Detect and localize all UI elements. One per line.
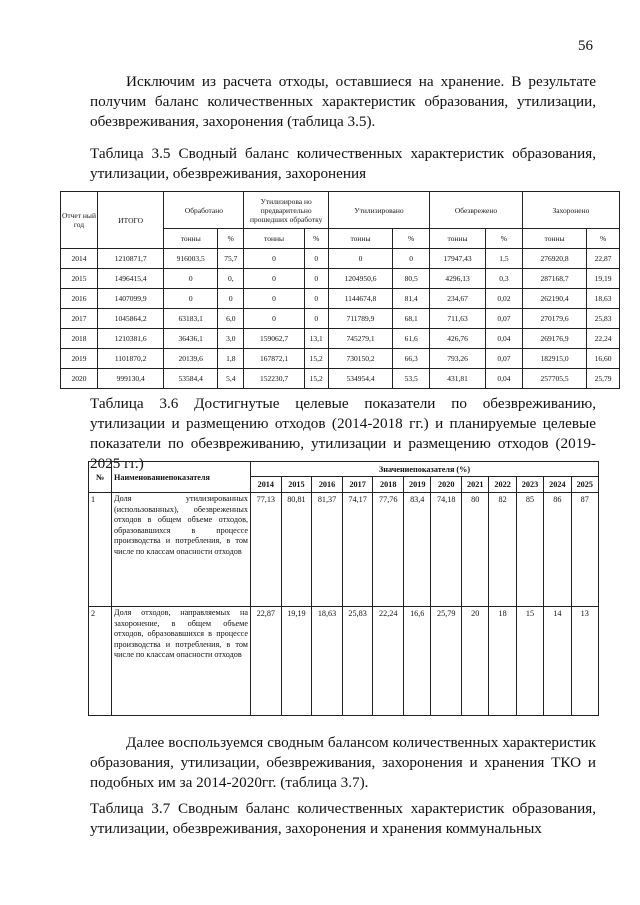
- row-number: 1: [89, 493, 112, 607]
- value-cell: 0: [328, 249, 392, 269]
- table-row: [89, 607, 599, 716]
- table-header-row: [61, 192, 620, 229]
- header-utilized: Утилизировано: [328, 192, 429, 229]
- value-cell: 82: [489, 493, 516, 607]
- intro-paragraph: Исключим из расчета отходы, оставшиеся на хранение. В результате получим баланс количественных характеристик образования, утилизации, обезвреживания, захоронения (таблица 3.5).: [90, 73, 596, 130]
- table-row: [61, 289, 620, 309]
- value-cell: 0,02: [485, 289, 522, 309]
- value-cell: 22,24: [373, 607, 404, 716]
- value-cell: 18,63: [312, 607, 343, 716]
- subheader-tons: тонны: [430, 229, 486, 249]
- year-header-cell: 2014: [251, 477, 282, 493]
- value-cell: 711,63: [430, 309, 486, 329]
- value-cell: 14: [544, 607, 571, 716]
- value-cell: 19,19: [587, 269, 620, 289]
- table-row: [61, 269, 620, 289]
- year-header-cell: 2019: [404, 477, 431, 493]
- value-cell: 916003,5: [164, 249, 218, 269]
- value-cell: 167872,1: [244, 349, 304, 369]
- subheader-pct: %: [485, 229, 522, 249]
- value-cell: 287168,7: [522, 269, 586, 289]
- value-cell: 1204950,6: [328, 269, 392, 289]
- value-cell: 25,83: [587, 309, 620, 329]
- value-cell: 1496415,4: [97, 269, 163, 289]
- value-cell: 152230,7: [244, 369, 304, 389]
- value-cell: 25,83: [342, 607, 373, 716]
- value-cell: 15,2: [304, 369, 328, 389]
- value-cell: 276920,8: [522, 249, 586, 269]
- value-cell: 68,1: [393, 309, 430, 329]
- table-row: [61, 329, 620, 349]
- table-row: [61, 249, 620, 269]
- indicator-name: Доля отходов, направляемых на захоронение, в общем объеме отходов, образовавшихся в процессе производства и потребления, в том числе по классам опасности отходов: [112, 607, 251, 716]
- value-cell: 0,04: [485, 369, 522, 389]
- table-3-5-body: [61, 249, 620, 389]
- year-cell: 2016: [61, 289, 98, 309]
- year-header-cell: 2021: [462, 477, 489, 493]
- table-header-row: [89, 462, 599, 477]
- subheader-pct: %: [304, 229, 328, 249]
- value-cell: 22,87: [587, 249, 620, 269]
- value-cell: 85: [516, 493, 543, 607]
- header-buried: Захоронено: [522, 192, 619, 229]
- value-cell: 80: [462, 493, 489, 607]
- value-cell: 159062,7: [244, 329, 304, 349]
- year-header-cell: 2025: [571, 477, 598, 493]
- table-row: [61, 369, 620, 389]
- value-cell: 18: [489, 607, 516, 716]
- value-cell: 0: [244, 249, 304, 269]
- value-cell: 81,37: [312, 493, 343, 607]
- value-cell: 999130,4: [97, 369, 163, 389]
- value-cell: 182915,0: [522, 349, 586, 369]
- indicator-name: Доля утилизированных (использованных), обезвреженных отходов в общем объеме отходов, образовавшихся в процессе производства и потребления, в том числе по классам опасности отходов: [112, 493, 251, 607]
- value-cell: 25,79: [587, 369, 620, 389]
- year-cell: 2014: [61, 249, 98, 269]
- value-cell: 0: [304, 269, 328, 289]
- value-cell: 20139,6: [164, 349, 218, 369]
- value-cell: 431,81: [430, 369, 486, 389]
- value-cell: 0: [244, 289, 304, 309]
- value-cell: 269176,9: [522, 329, 586, 349]
- value-cell: 22,87: [251, 607, 282, 716]
- closing-paragraph: Далее воспользуемся сводным балансом количественных характеристик образования, утилизации, обезвреживания, захоронения и хранения ТКО и подобных им за 2014-2020гг. (таблица 3.7).: [90, 734, 596, 791]
- subheader-tons: тонны: [522, 229, 586, 249]
- value-cell: 270179,6: [522, 309, 586, 329]
- value-cell: 80,5: [393, 269, 430, 289]
- table-3-7-caption: Таблица 3.7 Сводным баланс количественных характеристик образования, утилизации, обезвреживания, захоронения и хранения коммунальных: [90, 800, 596, 837]
- value-cell: 534954,4: [328, 369, 392, 389]
- subheader-tons: тонны: [328, 229, 392, 249]
- value-cell: 5,4: [218, 369, 244, 389]
- value-cell: 18,63: [587, 289, 620, 309]
- subheader-pct: %: [218, 229, 244, 249]
- year-header-cell: 2016: [312, 477, 343, 493]
- value-cell: 22,24: [587, 329, 620, 349]
- value-cell: 53584,4: [164, 369, 218, 389]
- value-cell: 3,0: [218, 329, 244, 349]
- value-cell: 15,2: [304, 349, 328, 369]
- page-number: 56: [578, 38, 593, 54]
- value-cell: 730150,2: [328, 349, 392, 369]
- value-cell: 25,79: [431, 607, 462, 716]
- value-cell: 61,6: [393, 329, 430, 349]
- value-cell: 0: [244, 309, 304, 329]
- table-3-6-body: [89, 493, 599, 716]
- value-cell: 0: [244, 269, 304, 289]
- value-cell: 0,3: [485, 269, 522, 289]
- value-cell: 0: [304, 309, 328, 329]
- value-cell: 1210381,6: [97, 329, 163, 349]
- value-cell: 234,67: [430, 289, 486, 309]
- value-cell: 16,60: [587, 349, 620, 369]
- value-cell: 87: [571, 493, 598, 607]
- value-cell: 20: [462, 607, 489, 716]
- value-cell: 77,13: [251, 493, 282, 607]
- value-cell: 1,5: [485, 249, 522, 269]
- value-cell: 81,4: [393, 289, 430, 309]
- value-cell: 0: [393, 249, 430, 269]
- value-cell: 0: [164, 289, 218, 309]
- year-cell: 2020: [61, 369, 98, 389]
- value-cell: 1045864,2: [97, 309, 163, 329]
- header-indicator-value: Значениепоказателя (%): [251, 462, 599, 477]
- subheader-tons: тонны: [164, 229, 218, 249]
- value-cell: 1407099,9: [97, 289, 163, 309]
- value-cell: 83,4: [404, 493, 431, 607]
- subheader-pct: %: [393, 229, 430, 249]
- header-processed: Обработано: [164, 192, 244, 229]
- value-cell: 6,0: [218, 309, 244, 329]
- value-cell: 426,76: [430, 329, 486, 349]
- year-header-cell: 2020: [431, 477, 462, 493]
- value-cell: 19,19: [281, 607, 312, 716]
- value-cell: 1144674,8: [328, 289, 392, 309]
- year-header-cell: 2015: [281, 477, 312, 493]
- table-3-5-caption: Таблица 3.5 Сводный баланс количественных характеристик образования, утилизации, обезвреживания, захоронения: [90, 145, 596, 182]
- value-cell: 745279,1: [328, 329, 392, 349]
- value-cell: 13: [571, 607, 598, 716]
- year-header-cell: 2024: [544, 477, 571, 493]
- value-cell: 74,17: [342, 493, 373, 607]
- table-row: [89, 493, 599, 607]
- header-number: №: [89, 462, 112, 493]
- value-cell: 0: [304, 289, 328, 309]
- year-header-cell: 2017: [342, 477, 373, 493]
- value-cell: 77,76: [373, 493, 404, 607]
- value-cell: 0,07: [485, 349, 522, 369]
- value-cell: 17947,43: [430, 249, 486, 269]
- value-cell: 0,04: [485, 329, 522, 349]
- year-header-cell: 2022: [489, 477, 516, 493]
- year-header-cell: 2023: [516, 477, 543, 493]
- value-cell: 53,5: [393, 369, 430, 389]
- value-cell: 15: [516, 607, 543, 716]
- year-cell: 2018: [61, 329, 98, 349]
- value-cell: 80,81: [281, 493, 312, 607]
- value-cell: 16,6: [404, 607, 431, 716]
- header-year: Отчет ный год: [61, 192, 98, 249]
- value-cell: 793,26: [430, 349, 486, 369]
- value-cell: 86: [544, 493, 571, 607]
- value-cell: 1101870,2: [97, 349, 163, 369]
- header-pre-utilized: Утилизирова но предварительно прошедших обработку: [244, 192, 328, 229]
- value-cell: 4296,13: [430, 269, 486, 289]
- value-cell: 75,7: [218, 249, 244, 269]
- value-cell: 74,18: [431, 493, 462, 607]
- value-cell: 0: [218, 289, 244, 309]
- value-cell: 13,1: [304, 329, 328, 349]
- value-cell: 0,: [218, 269, 244, 289]
- year-cell: 2019: [61, 349, 98, 369]
- subheader-tons: тонны: [244, 229, 304, 249]
- value-cell: 36436,1: [164, 329, 218, 349]
- year-cell: 2017: [61, 309, 98, 329]
- value-cell: 711789,9: [328, 309, 392, 329]
- year-header-cell: 2018: [373, 477, 404, 493]
- header-neutralized: Обезврежено: [430, 192, 523, 229]
- table-3-6: [88, 461, 599, 716]
- value-cell: 1,8: [218, 349, 244, 369]
- table-3-5: [60, 191, 620, 389]
- value-cell: 66,3: [393, 349, 430, 369]
- year-cell: 2015: [61, 269, 98, 289]
- table-row: [61, 309, 620, 329]
- value-cell: 0: [164, 269, 218, 289]
- header-total: ИТОГО: [97, 192, 163, 249]
- table-row: [61, 349, 620, 369]
- value-cell: 262190,4: [522, 289, 586, 309]
- subheader-pct: %: [587, 229, 620, 249]
- row-number: 2: [89, 607, 112, 716]
- table-3-6-caption: Таблица 3.6 Достигнутые целевые показатели по обезвреживанию, утилизации и размещению отходов (2014-2018 гг.) и планируемые целевые показатели по обезвреживанию, утилизации и размещению отходов (2019-2025 гг.): [90, 395, 596, 472]
- value-cell: 0: [304, 249, 328, 269]
- value-cell: 63183,1: [164, 309, 218, 329]
- value-cell: 0,07: [485, 309, 522, 329]
- header-indicator-name: Наименованиепоказателя: [112, 462, 251, 493]
- value-cell: 257705,5: [522, 369, 586, 389]
- value-cell: 1210871,7: [97, 249, 163, 269]
